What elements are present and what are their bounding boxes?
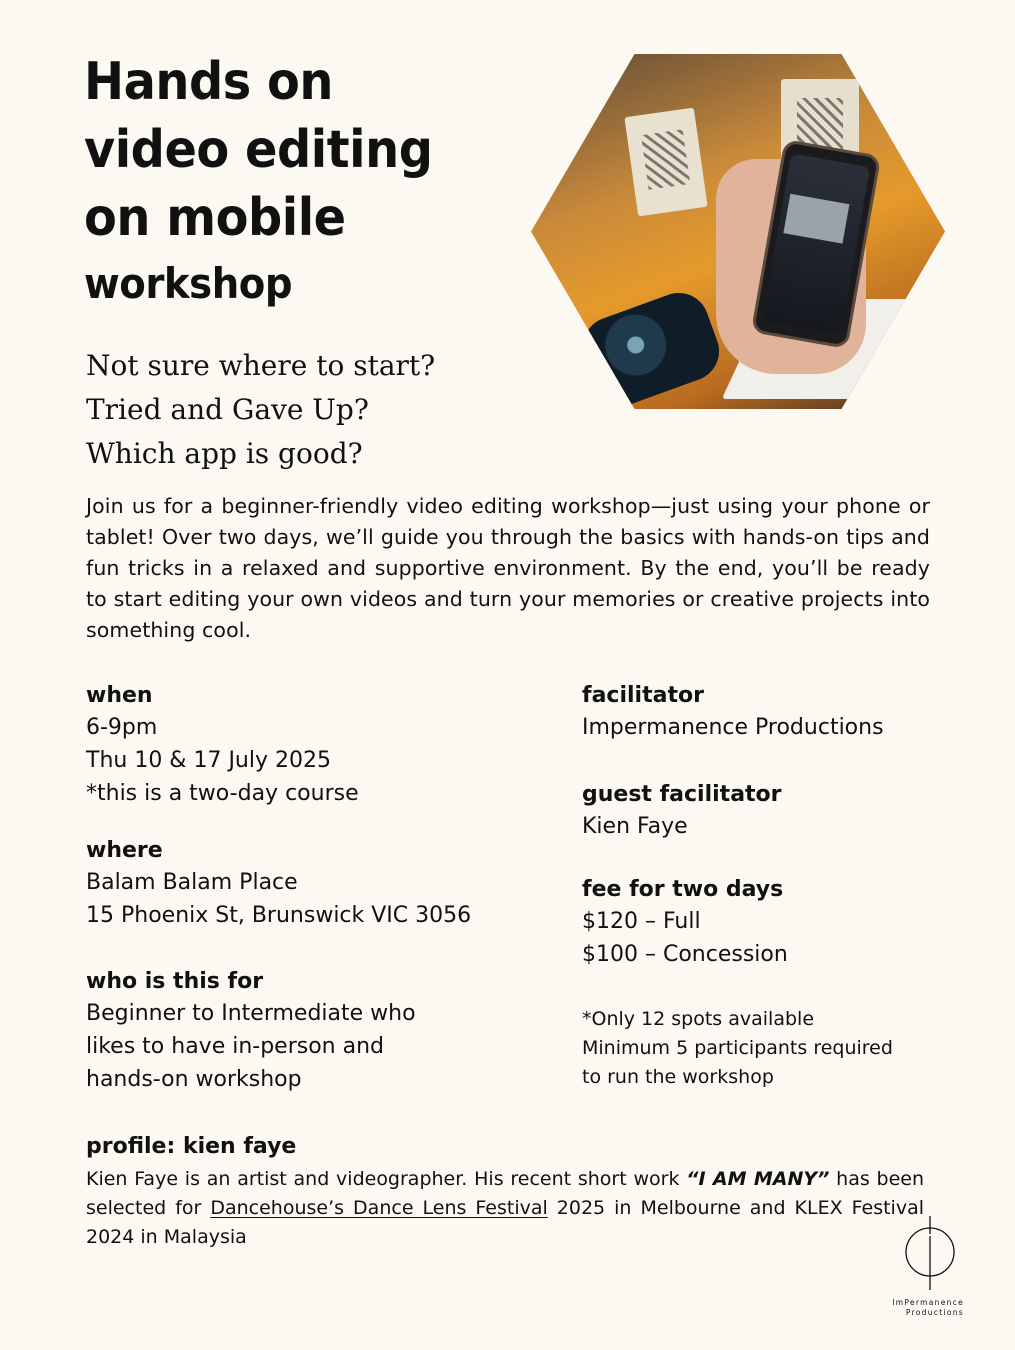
title-line-2: video editing — [84, 120, 433, 180]
title-line-1: Hands on — [84, 52, 334, 112]
fee-section — [582, 875, 788, 971]
logo-line-1: ImPermanence — [892, 1298, 964, 1307]
guest-label: guest facilitator — [582, 782, 782, 807]
page-title — [84, 48, 489, 316]
where-address: 15 Phoenix St, Brunswick VIC 3056 — [86, 903, 472, 928]
guest-name: Kien Faye — [582, 814, 688, 839]
festival-link[interactable]: Dancehouse’s Dance Lens Festival — [210, 1197, 548, 1219]
profile-text-after: 2025 in Melbourne and KLEX Festival 2024 in Malaysia — [86, 1197, 924, 1248]
audience-label: who is this for — [86, 969, 264, 994]
logo-text — [892, 1298, 964, 1318]
intro-paragraph: Join us for a beginner-friendly video editing workshop—just using your phone or tablet! Over two days, we’ll guide you through the basics with hands-on tips and fun tricks in a relaxed and supportive environment. By the end, you’ll be ready to start editing your own videos and turn your memories or creative projects into something cool. — [86, 494, 930, 642]
fee-concession: $100 – Concession — [582, 942, 788, 967]
hero-photo — [531, 54, 945, 409]
question-3: Which app is good? — [86, 437, 363, 470]
audience-line-3: hands-on workshop — [86, 1067, 302, 1092]
audience-line-2: likes to have in-person and — [86, 1034, 385, 1059]
audience-line-1: Beginner to Intermediate who — [86, 1001, 416, 1026]
audience-section — [86, 967, 416, 1096]
when-label: when — [86, 683, 153, 708]
spots-line-2: Minimum 5 participants required — [582, 1037, 893, 1059]
spots-note — [582, 1005, 893, 1092]
logo-line-2: Productions — [905, 1308, 964, 1317]
where-venue: Balam Balam Place — [86, 870, 298, 895]
when-time: 6-9pm — [86, 715, 158, 740]
title-line-4: workshop — [84, 259, 293, 308]
title-line-3: on mobile — [84, 188, 346, 248]
profile-text — [86, 1165, 924, 1252]
where-label: where — [86, 838, 163, 863]
logo — [893, 1212, 968, 1322]
questions-list — [86, 344, 435, 476]
profile-text-mid: has been selected for — [86, 1168, 924, 1219]
where-section — [86, 836, 471, 932]
facilitator-label: facilitator — [582, 683, 704, 708]
when-section — [86, 681, 359, 810]
profile-work-title: “I AM MANY” — [686, 1168, 830, 1190]
spots-line-1: *Only 12 spots available — [582, 1008, 815, 1030]
when-note: *this is a two-day course — [86, 781, 359, 806]
profile-text-before: Kien Faye is an artist and videographer. His recent short work — [86, 1168, 687, 1190]
when-dates: Thu 10 & 17 July 2025 — [86, 748, 331, 773]
profile-label: profile: kien faye — [86, 1134, 297, 1159]
facilitator-section — [582, 681, 884, 744]
guest-section — [582, 780, 782, 843]
fee-full: $120 – Full — [582, 909, 701, 934]
facilitator-name: Impermanence Productions — [582, 715, 884, 740]
logo-mark-icon — [893, 1212, 968, 1294]
fee-label: fee for two days — [582, 877, 784, 902]
question-2: Tried and Gave Up? — [86, 393, 369, 426]
question-1: Not sure where to start? — [86, 349, 436, 382]
spots-line-3: to run the workshop — [582, 1066, 774, 1088]
